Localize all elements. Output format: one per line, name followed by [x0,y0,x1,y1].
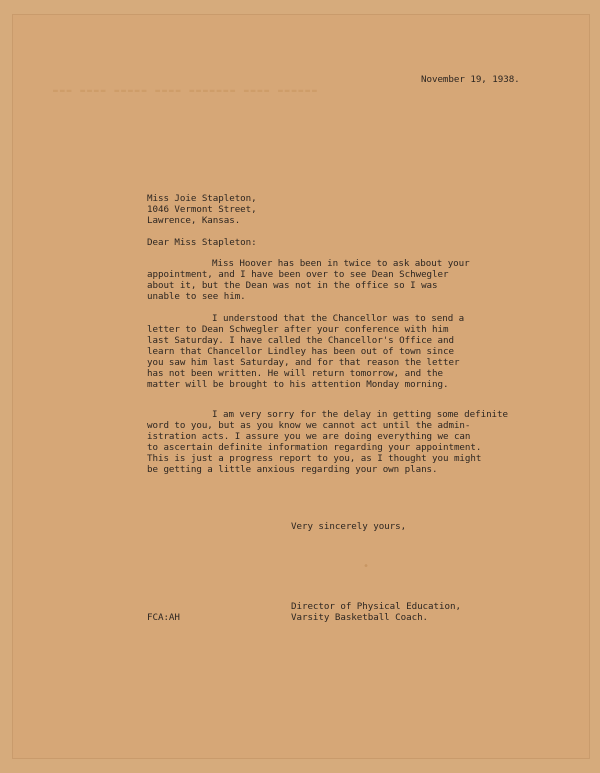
ink-dot: • [363,561,370,572]
paragraph-line: has not been written. He will return tomorrow, and the [147,368,443,379]
reference-initials: FCA:AH [147,612,180,623]
letterhead-bleed-through: ▬▬▬ ▬▬▬▬ ▬▬▬▬▬ ▬▬▬▬ ▬▬▬▬▬▬▬ ▬▬▬▬ ▬▬▬▬▬▬ [53,86,319,94]
salutation: Dear Miss Stapleton: [147,237,257,248]
paragraph-line: to ascertain definite information regarding your appointment. [147,442,482,453]
paragraph-line: letter to Dean Schwegler after your conference with him [147,324,449,335]
paragraph-line: you saw him last Saturday, and for that reason the letter [147,357,460,368]
paragraph-line: last Saturday. I have called the Chancellor's Office and [147,335,454,346]
paragraph-line: I am very sorry for the delay in getting some definite [212,409,508,420]
recipient-name: Miss Joie Stapleton, [147,193,257,204]
paragraph-line: Miss Hoover has been in twice to ask about your [212,258,470,269]
paragraph-line: about it, but the Dean was not in the office so I was [147,280,438,291]
letter-date: November 19, 1938. [421,74,520,85]
paragraph-line: This is just a progress report to you, as I thought you might [147,453,482,464]
signature-title-line1: Director of Physical Education, [291,601,461,612]
paragraph-line: be getting a little anxious regarding your own plans. [147,464,438,475]
recipient-street: 1046 Vermont Street, [147,204,257,215]
paragraph-line: istration acts. I assure you we are doing everything we can [147,431,471,442]
paragraph-line: learn that Chancellor Lindley has been out of town since [147,346,454,357]
paragraph-line: I understood that the Chancellor was to send a [212,313,465,324]
paragraph-line: unable to see him. [147,291,246,302]
closing: Very sincerely yours, [291,521,407,532]
recipient-city: Lawrence, Kansas. [147,215,241,226]
paragraph-line: appointment, and I have been over to see Dean Schwegler [147,269,449,280]
paragraph-line: matter will be brought to his attention Monday morning. [147,379,449,390]
signature-title-line2: Varsity Basketball Coach. [291,612,429,623]
paragraph-line: word to you, but as you know we cannot act until the admin- [147,420,471,431]
